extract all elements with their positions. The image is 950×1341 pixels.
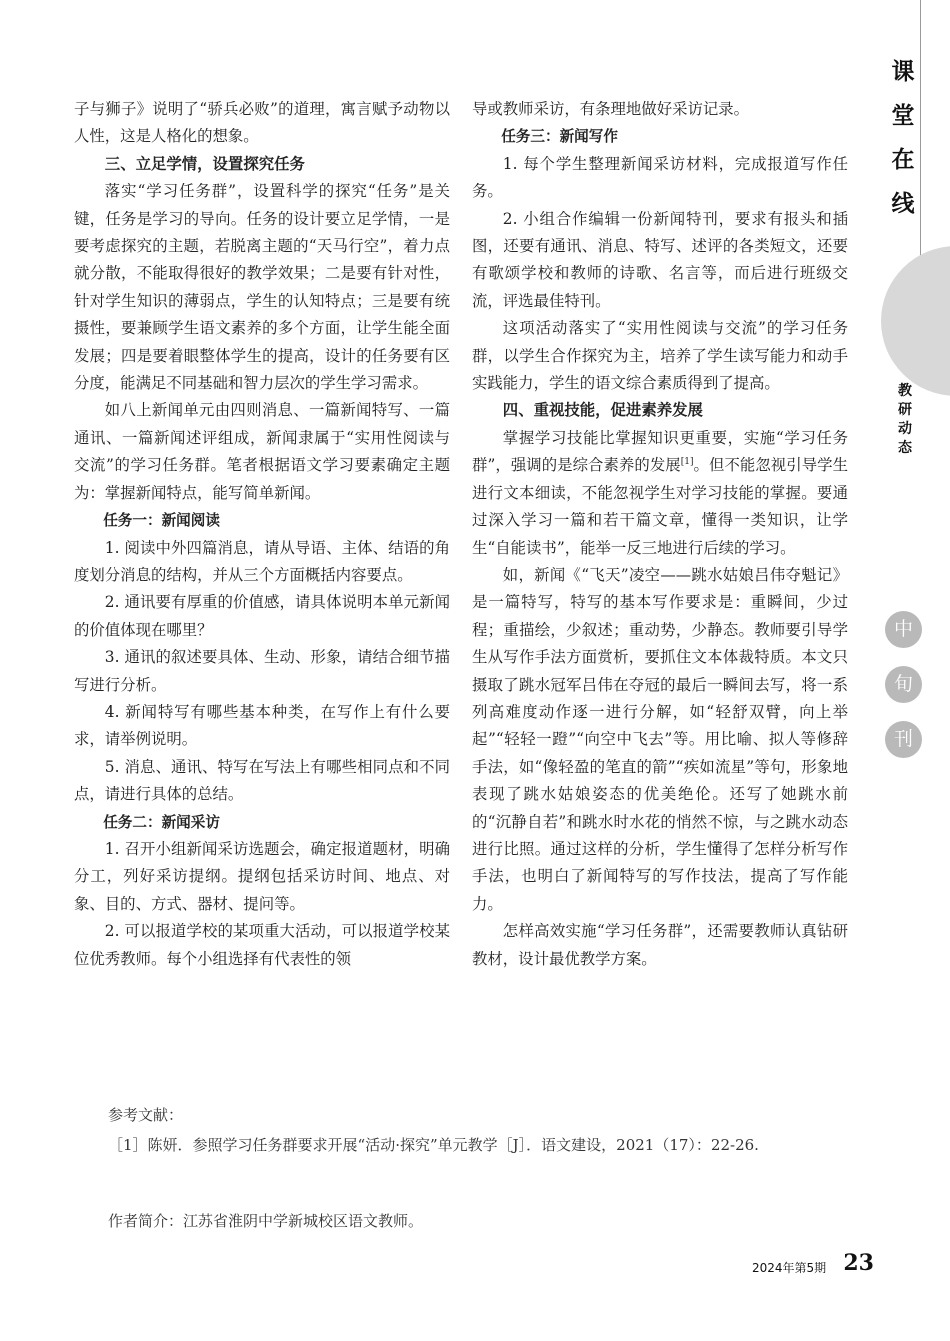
paragraph: 导或教师采访，有条理地做好采访记录。 bbox=[472, 100, 750, 118]
task-heading: 任务二：新闻采访 bbox=[103, 813, 220, 831]
section-title-char: 线 bbox=[891, 191, 915, 217]
paragraph: 落实“学习任务群”，设置科学的探究“任务”是关键，任务是学习的导向。任务的设计要立足学情，一是要考虑探究的主题，若脱离主题的“天马行空”，着力点就分散，不能取得很好的教学效果；二是要有针对性，针对学生知识的薄弱点，学生的认知特点；三是要有统摄性，要兼顾学生语文素养的多个方面，让学生能全面发展；四是要着眼整体学生的提高，设计的任务要有区分度，能满足不同基础和智力层次的学生学习需求。 bbox=[74, 182, 450, 393]
task-item: 5. 消息、通讯、特写在写法上有哪些相同点和不同点，请进行具体的总结。 bbox=[74, 757, 450, 804]
paragraph bbox=[472, 425, 848, 562]
subsection-title-char: 动 bbox=[898, 421, 912, 437]
citation-mark: [1] bbox=[680, 457, 694, 468]
journal-badges bbox=[885, 611, 923, 776]
paragraph: 如八上新闻单元由四则消息、一篇新闻特写、一篇通讯、一篇新闻述评组成，新闻隶属于“实用性阅读与交流”的学习任务群。笔者根据语文学习要素确定主题为：掌握新闻特点，能写简单新闻。 bbox=[74, 401, 450, 502]
paragraph-text: 掌握学习技能比掌握知识更重要，实施“学习任务群”，强调的是综合素养的发展 bbox=[472, 428, 848, 475]
task-item: 2. 通讯要有厚重的价值感，请具体说明本单元新闻的价值体现在哪里？ bbox=[74, 593, 450, 639]
task-item: 4. 新闻特写有哪些基本种类，在写作上有什么要求，请举例说明。 bbox=[74, 702, 450, 749]
subsection-title bbox=[893, 382, 917, 458]
section-title-char: 课 bbox=[891, 59, 915, 85]
reference-item: ［1］陈妍．参照学习任务群要求开展“活动·探究”单元教学［J］．语文建设，2021（17）：22-26. bbox=[108, 1136, 759, 1154]
section-title bbox=[885, 50, 921, 226]
task-item: 2. 可以报道学校的某项重大活动，可以报道学校某位优秀教师。每个小组选择有代表性的领 bbox=[74, 922, 450, 968]
paragraph-text: 。但不能忽视引导学生进行文本细读，不能忽视学生对学习技能的掌握。要通过深入学习一篇和若干篇文章，懂得一类知识，让学生“自能读书”，能举一反三地进行后续的学习。 bbox=[472, 456, 848, 557]
task-item: 1. 阅读中外四篇消息，请从导语、主体、结语的角度划分消息的结构，并从三个方面概括内容要点。 bbox=[74, 538, 450, 584]
task-item: 1. 召开小组新闻采访选题会，确定报道题材，明确分工，列好采访提纲。提纲包括采访时间、地点、对象、目的、方式、器材、提问等。 bbox=[74, 839, 450, 913]
task-heading: 任务三：新闻写作 bbox=[501, 128, 618, 146]
paragraph: 怎样高效实施“学习任务群”，还需要教师认真钻研教材，设计最优教学方案。 bbox=[472, 922, 848, 968]
journal-badge: 中 bbox=[885, 611, 922, 648]
paragraph: 如，新闻《“飞天”凌空——跳水姑娘吕伟夺魁记》是一篇特写，特写的基本写作要求是：重瞬间，少过程；重描绘，少叙述；重动势，少静态。教师要引导学生从写作手法方面赏析，要抓住文本体裁特质。本文只摄取了跳水冠军吕伟在夺冠的最后一瞬间去写，将一系列高难度动作逐一进行分解，如“轻舒双臂，向上举起”“轻轻一蹬”“向空中飞去”等。用比喻、拟人等修辞手法，如“像轻盈的笔直的箭”“疾如流星”等句，形象地表现了跳水姑娘姿态的优美绝伦。还写了她跳水前的“沉静自若”和跳水时水花的悄然不惊，与之跳水动态进行比照。通过这样的分析，学生懂得了怎样分析写作手法，也明白了新闻特写的写作技法，提高了写作能力。 bbox=[472, 565, 848, 913]
task-item: 2. 小组合作编辑一份新闻特刊，要求有报头和插图，还要有通讯、消息、特写、述评的各类短文，还要有歌颂学校和教师的诗歌、名言等，而后进行班级交流，评选最佳特刊。 bbox=[472, 209, 848, 310]
task-item: 1. 每个学生整理新闻采访材料，完成报道写作任务。 bbox=[472, 154, 848, 201]
task-heading: 任务一：新闻阅读 bbox=[103, 512, 220, 530]
author-bio: 作者简介：江苏省淮阴中学新城校区语文教师。 bbox=[108, 1212, 424, 1230]
journal-badge: 旬 bbox=[885, 666, 922, 703]
page-number: 23 bbox=[843, 1250, 874, 1276]
subsection-title-char: 态 bbox=[898, 440, 912, 456]
decorative-circle bbox=[881, 246, 950, 396]
subsection-title-char: 研 bbox=[898, 402, 912, 418]
section-heading: 四、重视技能，促进素养发展 bbox=[502, 401, 703, 420]
section-title-char: 在 bbox=[891, 147, 915, 173]
journal-badge: 刊 bbox=[885, 721, 922, 758]
references-heading: 参考文献： bbox=[108, 1106, 184, 1124]
task-item: 3. 通讯的叙述要具体、生动、形象，请结合细节描写进行分析。 bbox=[74, 648, 450, 694]
issue-label: 2024年第5期 bbox=[752, 1261, 827, 1275]
section-title-char: 堂 bbox=[891, 103, 915, 129]
section-heading: 三、立足学情，设置探究任务 bbox=[104, 154, 305, 173]
page-footer bbox=[740, 1250, 874, 1280]
subsection-title-char: 教 bbox=[898, 383, 912, 399]
right-column bbox=[472, 96, 848, 973]
paragraph: 这项活动落实了“实用性阅读与交流”的学习任务群，以学生合作探究为主，培养了学生读写能力和动手实践能力，学生的语文综合素质得到了提高。 bbox=[472, 319, 848, 393]
paragraph: 子与狮子》说明了“骄兵必败”的道理，寓言赋予动物以人性，这是人格化的想象。 bbox=[74, 100, 450, 146]
references bbox=[74, 1100, 850, 1160]
left-column bbox=[74, 96, 450, 973]
